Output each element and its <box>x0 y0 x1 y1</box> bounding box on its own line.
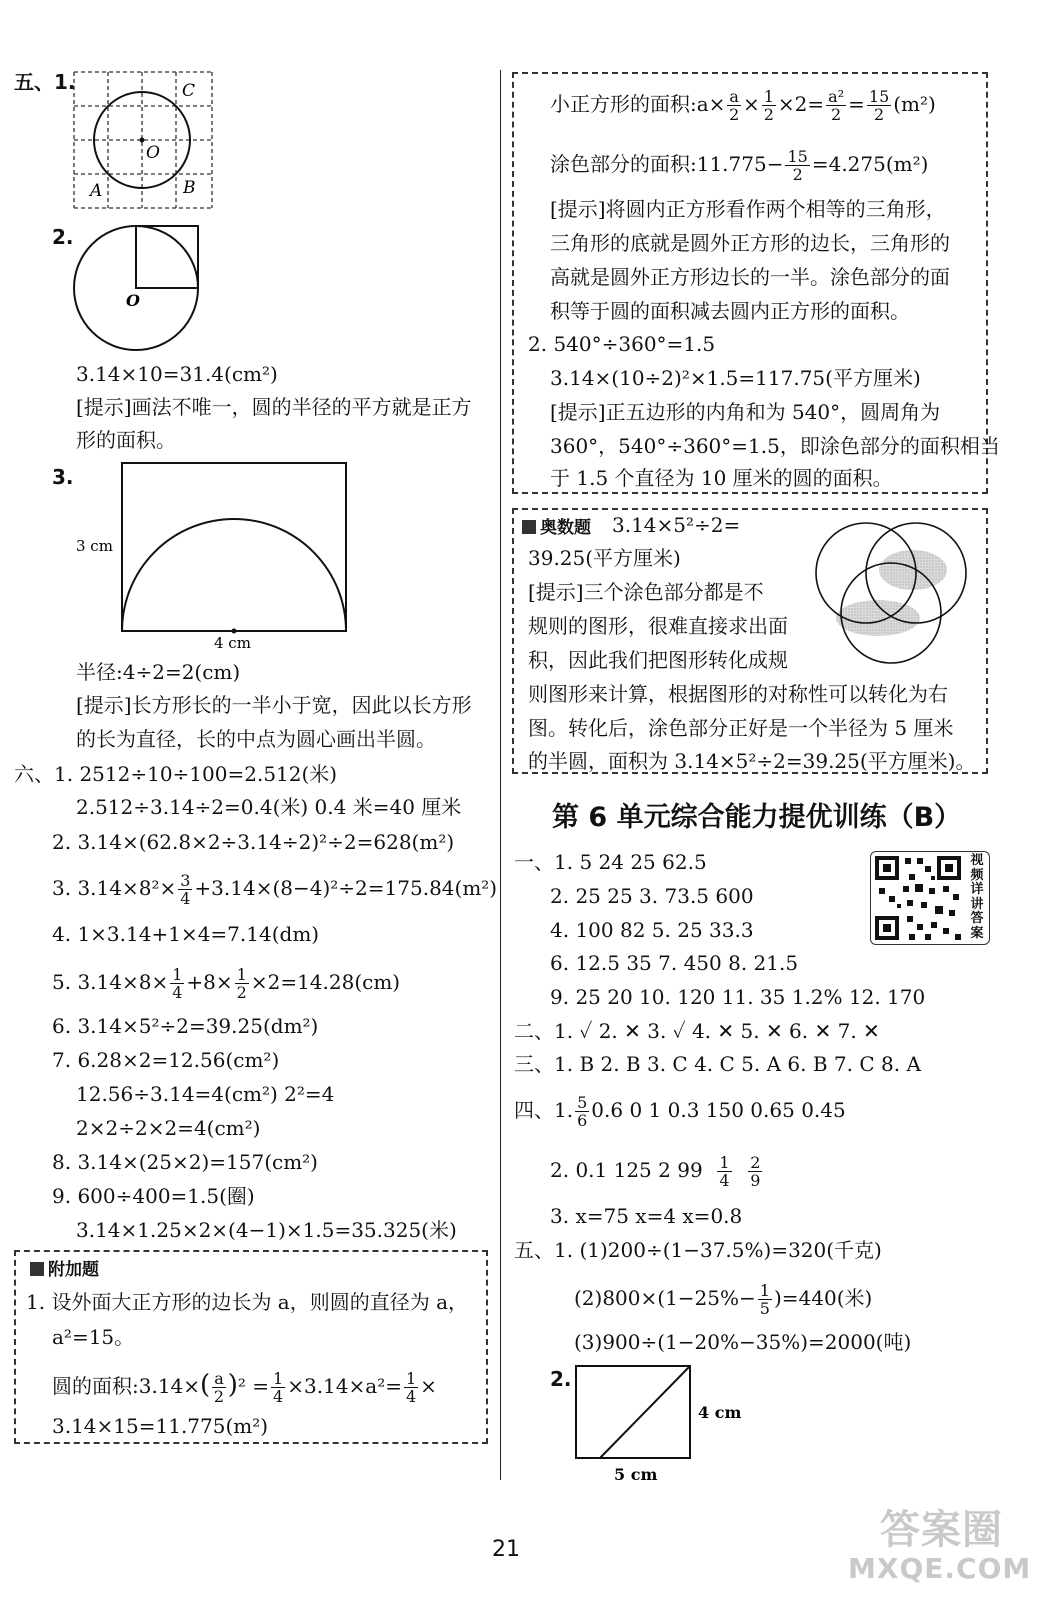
fig3-height-label: 3 cm <box>76 537 113 555</box>
watermark-logo: 答案圈 <box>880 1507 1003 1553</box>
olympiad-2: 39.25(平方厘米) <box>528 546 681 570</box>
s6-4: 4. 1×3.14+1×4=7.14(dm) <box>52 922 320 946</box>
olympiad-h2: 规则的图形，很难直接求出面 <box>528 614 788 638</box>
y2: 二、1. ✓ 2. ✕ 3. ✓ 4. ✕ 5. ✕ 6. ✕ 7. ✕ <box>514 1019 880 1043</box>
p2-1: 2. 540°÷360°=1.5 <box>528 332 716 356</box>
y1-1: 一、1. 5 24 25 62.5 <box>514 850 707 874</box>
hint2-1: [提示]正五边形的内角和为 540°，圆周角为 <box>550 400 941 424</box>
watermark-url: MXQE.COM <box>848 1552 1032 1585</box>
extra-1b: a²=15。 <box>52 1325 135 1349</box>
p2-2: 3.14×(10÷2)²×1.5=117.75(平方厘米) <box>550 366 921 390</box>
s6-3: 3. 3.14×8²× $\frac{3}{4}$ +3.14×(8−4)²÷2=175.84(m²) <box>52 871 498 908</box>
header-icon <box>522 520 536 534</box>
q3-radius: 半径:4÷2=2(cm) <box>76 660 241 684</box>
s6-7b: 12.56÷3.14=4(cm²) 2²=4 <box>76 1082 335 1106</box>
fig-sq-width-label: 5 cm <box>614 1465 658 1484</box>
y1-4: 6. 12.5 35 7. 450 8. 21.5 <box>550 951 799 975</box>
olympiad-h1: [提示]三个涂色部分都是不 <box>528 580 764 604</box>
extra-area: 圆的面积:3.14×( $\frac{a}{2}$ )² = $\frac{1}{4}$ ×3.14×a²= $\frac{1}{4}$ × <box>52 1369 437 1406</box>
three-circles-figure <box>812 515 974 670</box>
q3-hint-1: [提示]长方形长的一半小于宽，因此以长方形 <box>76 693 472 717</box>
unit-title: 第 6 单元综合能力提优训练（B） <box>552 802 962 833</box>
fig-sq-height-label: 4 cm <box>698 1403 742 1422</box>
s6-6: 6. 3.14×5²÷2=39.25(dm²) <box>52 1014 319 1038</box>
olympiad-header: 奥数题 <box>522 513 591 538</box>
olympiad-1: 3.14×5²÷2= <box>612 513 741 537</box>
s6-7c: 2×2÷2×2=4(cm²) <box>76 1116 261 1140</box>
extra-1c: 3.14×15=11.775(m²) <box>52 1414 269 1438</box>
olympiad-h6: 的半圆，面积为 3.14×5²÷2=39.25(平方厘米)。 <box>528 749 976 773</box>
s6-8: 8. 3.14×(25×2)=157(cm²) <box>52 1150 318 1174</box>
label-o2: O <box>126 291 140 310</box>
q2-hint-1: [提示]画法不唯一，圆的半径的平方就是正方 <box>76 395 472 419</box>
label-b: B <box>183 178 196 198</box>
y3: 三、1. B 2. B 3. C 4. C 5. A 6. B 7. C 8. A <box>514 1052 921 1076</box>
s6-1b: 2.512÷3.14÷2=0.4(米) 0.4 米=40 厘米 <box>76 795 462 819</box>
hint1-1: [提示]将圆内正方形看作两个相等的三角形， <box>550 197 946 221</box>
qr-label: 视频详讲答案 <box>970 853 984 941</box>
extra-1a: 1. 设外面大正方形的边长为 a，则圆的直径为 a， <box>26 1290 469 1314</box>
y5-3: (3)900÷(1−20%−35%)=2000(吨) <box>574 1330 912 1354</box>
q2-calc: 3.14×10=31.4(cm²) <box>76 362 278 386</box>
q3-label: 3. <box>52 465 74 489</box>
hint2-2: 360°，540°÷360°=1.5，即涂色部分的面积相当 <box>550 434 1000 458</box>
s6-5: 5. 3.14×8× $\frac{1}{4}$ +8× $\frac{1}{2}$ ×2=14.28(cm) <box>52 965 401 1002</box>
y4-2: 2. 0.1 125 2 99 $\frac{1}{4}$ $\frac{2}{9}$ <box>550 1153 761 1190</box>
y1-3: 4. 100 82 5. 25 33.3 <box>550 918 754 942</box>
olympiad-h4: 则图形来计算，根据图形的对称性可以转化为右 <box>528 682 948 706</box>
fig3-width-label: 4 cm <box>214 634 251 652</box>
small-square-area: 小正方形的面积:a× $\frac{a}{2}$ × $\frac{1}{2}$ ×2= $\frac{\text{a²}}{2}$ = $\frac{15}{2}$ (m²) <box>550 87 936 124</box>
rectangle-semicircle-figure <box>70 455 360 655</box>
olympiad-h3: 积，因此我们把图形转化成规 <box>528 648 788 672</box>
y5-4-label: 2. <box>550 1367 572 1391</box>
hint2-3: 于 1.5 个直径为 10 厘米的圆的面积。 <box>550 466 893 490</box>
q2-label: 2. <box>52 225 74 249</box>
s6-2: 2. 3.14×(62.8×2÷3.14÷2)²÷2=628(m²) <box>52 830 455 854</box>
column-divider <box>500 70 501 1480</box>
section-5-label: 五、1. <box>14 70 76 94</box>
s6-9b: 3.14×1.25×2×(4−1)×1.5=35.325(米) <box>76 1218 457 1242</box>
q2-hint-2: 形的面积。 <box>76 428 176 452</box>
circle-square-figure <box>70 222 205 357</box>
s6-7a: 7. 6.28×2=12.56(cm²) <box>52 1048 280 1072</box>
q3-hint-2: 的长为直径，长的中点为圆心画出半圆。 <box>76 727 436 751</box>
label-a: A <box>90 181 103 201</box>
label-o: O <box>146 143 160 163</box>
shaded-area: 涂色部分的面积:11.775− $\frac{15}{2}$ =4.275(m²) <box>550 147 929 184</box>
hint1-3: 高就是圆外正方形边长的一半。涂色部分的面 <box>550 265 950 289</box>
label-c: C <box>182 81 196 101</box>
s6-1a: 六、1. 2512÷10÷100=2.512(米) <box>14 762 338 786</box>
circle-grid-figure <box>70 68 220 213</box>
y5-1: 五、1. (1)200÷(1−37.5%)=320(千克) <box>514 1238 882 1262</box>
y1-5: 9. 25 20 10. 120 11. 35 1.2% 12. 170 <box>550 985 926 1009</box>
y1-2: 2. 25 25 3. 73.5 600 <box>550 884 754 908</box>
extra-header: 附加题 <box>30 1255 99 1280</box>
page-number: 21 <box>492 1537 520 1562</box>
y4-1: 四、1. $\frac{5}{6}$ 0.6 0 1 0.3 150 0.65 0.45 <box>514 1093 846 1130</box>
y4-3: 3. x=75 x=4 x=0.8 <box>550 1204 743 1228</box>
y5-2: (2)800×(1−25%− $\frac{1}{5}$ )=440(米) <box>574 1281 873 1318</box>
s6-9a: 9. 600÷400=1.5(圈) <box>52 1184 255 1208</box>
olympiad-h5: 图。转化后，涂色部分正好是一个半径为 5 厘米 <box>528 716 954 740</box>
header-icon <box>30 1262 44 1276</box>
qr-code[interactable] <box>870 851 990 945</box>
hint1-4: 积等于圆的面积减去圆内正方形的面积。 <box>550 299 910 323</box>
hint1-2: 三角形的底就是圆外正方形的边长，三角形的 <box>550 231 950 255</box>
rectangle-diagonal-figure <box>572 1362 752 1487</box>
qr-pattern-icon <box>873 854 965 942</box>
